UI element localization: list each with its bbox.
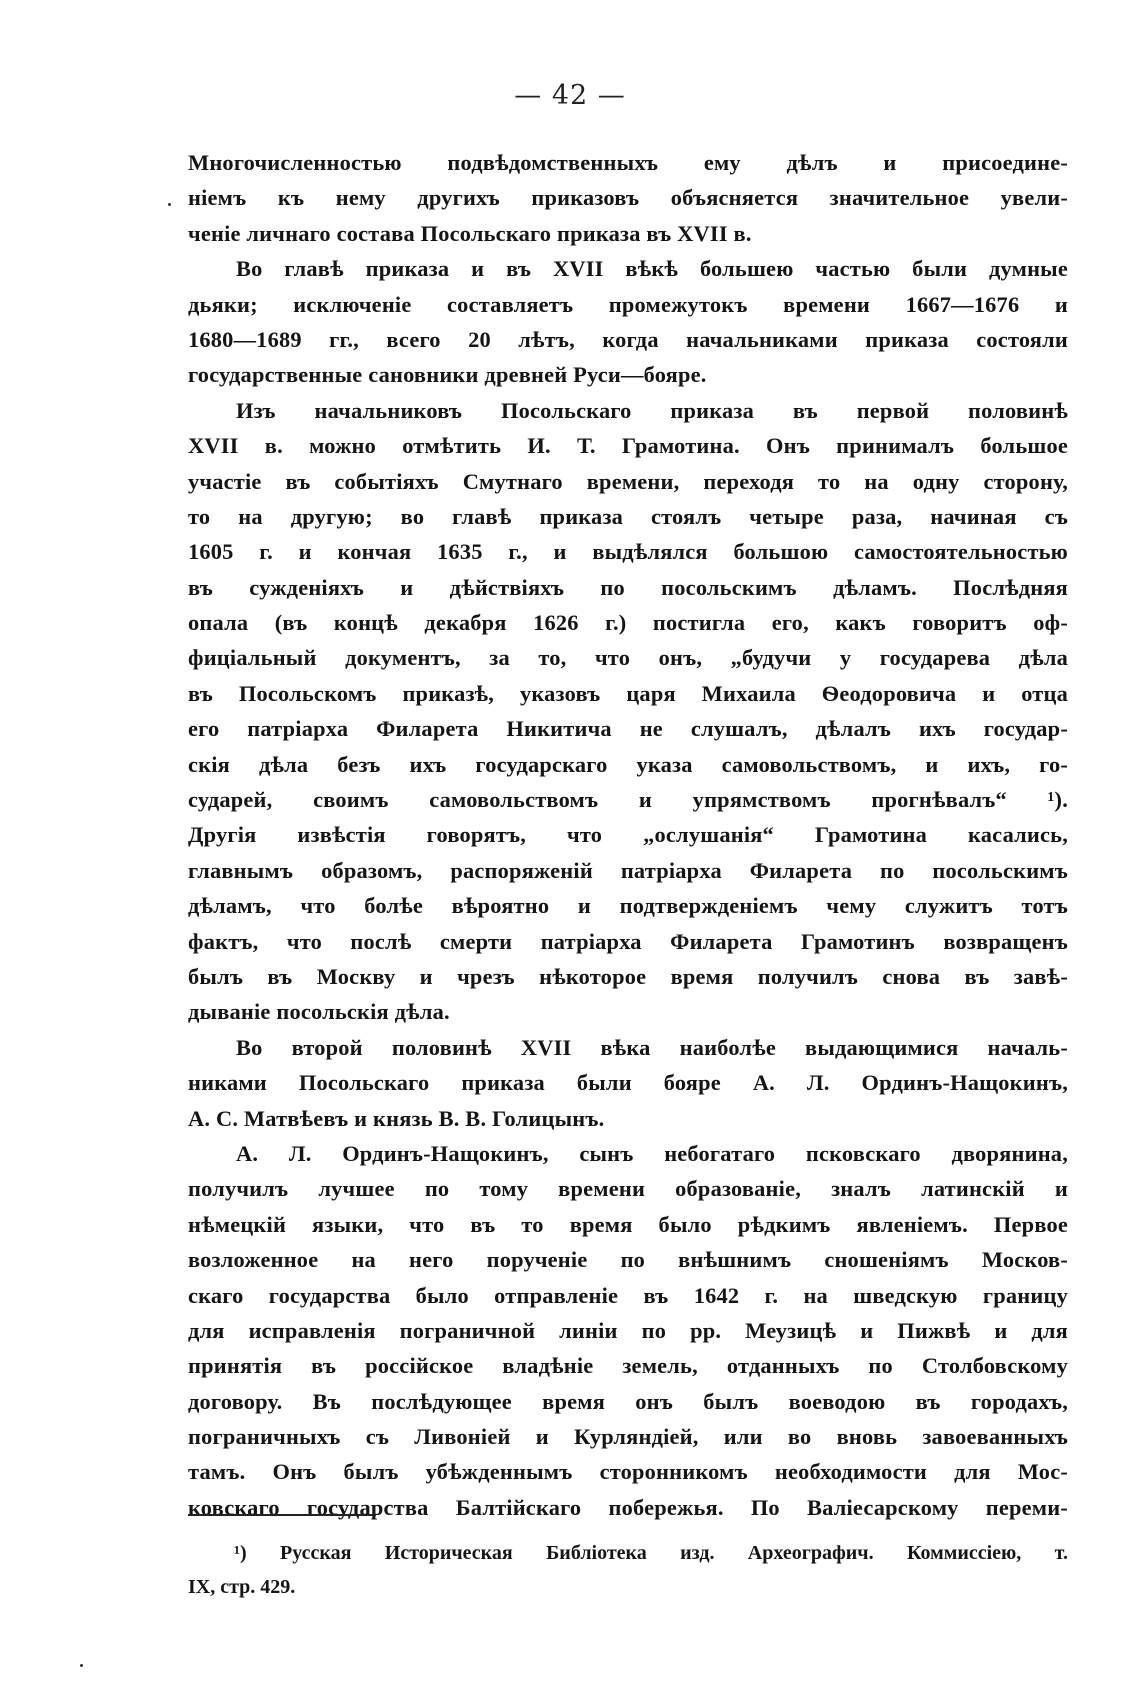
text-line-3: ченіе личнаго состава Посольскаго приказа въ XVII в. <box>188 220 752 246</box>
text-line-33: скаго государства было отправленіе въ 1642 г. на шведскую границу <box>188 1282 1068 1308</box>
text-line-5: дьяки; исключеніе составляетъ промежутокъ времени 1667—1676 и <box>188 291 1068 317</box>
page-number: — 42 — <box>514 80 626 111</box>
text-line-39: ковскаго государства Балтійскаго побережья. По Валіесарскому переми- <box>188 1494 1068 1520</box>
text-line-22: дѣламъ, что болѣе вѣроятно и подтвержденіемъ чему служитъ тотъ <box>188 893 1068 919</box>
text-line-27: никами Посольскаго приказа были бояре А. Л. Ординъ-Нащокинъ, <box>188 1070 1068 1096</box>
text-line-16: въ Посольскомъ приказѣ, указовъ царя Михаила Ѳеодоровича и отца <box>188 680 1068 706</box>
text-line-2: ніемъ къ нему другихъ приказовъ объясняется значительное увели- <box>188 185 1068 211</box>
text-line-17: его патріарха Филарета Никитича не слушалъ, дѣлалъ ихъ государ- <box>188 716 1068 742</box>
text-line-25: дываніе посольскія дѣла. <box>188 999 450 1025</box>
text-line-26: Во второй половинѣ XVII вѣка наиболѣе выдающимися началь- <box>236 1034 1068 1060</box>
text-line-13: въ сужденіяхъ и дѣйствіяхъ по посольскимъ дѣламъ. Послѣдняя <box>188 574 1068 600</box>
text-line-20: Другія извѣстія говорятъ, что „ослушанія“ Грамотина касались, <box>188 822 1068 848</box>
text-line-15: фиціальный документъ, за то, что онъ, „будучи у государева дѣла <box>188 645 1068 671</box>
footnote-line-1: ¹) Русская Историческая Библіотека изд. Археографич. Коммиссіею, т. <box>234 1542 1068 1564</box>
text-line-10: участіе въ событіяхъ Смутнаго времени, переходя то на одну сторону, <box>188 468 1068 494</box>
text-line-37: пограничныхъ съ Ливоніей и Курляндіей, или во вновь завоеванныхъ <box>188 1424 1068 1450</box>
print-speck <box>80 1664 83 1667</box>
text-line-28: А. С. Матвѣевъ и князь В. В. Голицынъ. <box>188 1105 605 1131</box>
footnote-line-2: IX, стр. 429. <box>188 1576 296 1598</box>
footnote <box>188 1536 1068 1604</box>
text-line-36: договору. Въ послѣдующее время онъ былъ воеводою въ городахъ, <box>188 1388 1068 1414</box>
main-text <box>188 145 1068 1525</box>
text-line-18: скія дѣла безъ ихъ государскаго указа самовольствомъ, и ихъ, го- <box>188 751 1068 777</box>
text-line-1: Многочисленностью подвѣдомственныхъ ему дѣлъ и присоедине- <box>188 150 1068 175</box>
text-line-24: былъ въ Москву и чрезъ нѣкоторое время получилъ снова въ завѣ- <box>188 963 1068 989</box>
text-line-4: Во главѣ приказа и въ XVII вѣкѣ большею частью были думные <box>236 256 1068 282</box>
text-line-6: 1680—1689 гг., всего 20 лѣтъ, когда начальниками приказа состояли <box>188 326 1068 352</box>
text-line-11: то на другую; во главѣ приказа стоялъ четыре раза, начиная съ <box>188 503 1068 529</box>
print-speck <box>168 203 171 206</box>
text-line-32: возложенное на него порученіе по внѣшнимъ сношеніямъ Москов- <box>188 1247 1068 1273</box>
text-line-19: сударей, своимъ самовольствомъ и упрямствомъ прогнѣвалъ“ ¹). <box>188 787 1068 813</box>
text-line-12: 1605 г. и кончая 1635 г., и выдѣлялся большою самостоятельностью <box>188 539 1068 565</box>
text-line-7: государственные сановники древней Руси—бояре. <box>188 362 707 388</box>
text-line-35: принятія въ россійское владѣніе земель, отданныхъ по Столбовскому <box>188 1353 1068 1379</box>
text-line-34: для исправленія пограничной линіи по рр. Меузицѣ и Пижвѣ и для <box>188 1317 1068 1343</box>
text-line-31: нѣмецкій языки, что въ то время было рѣдкимъ явленіемъ. Первое <box>188 1211 1068 1237</box>
text-line-9: XVII в. можно отмѣтить И. Т. Грамотина. Онъ принималъ большое <box>188 433 1068 459</box>
text-line-29: А. Л. Ординъ-Нащокинъ, сынъ небогатаго псковскаго дворянина, <box>236 1140 1068 1166</box>
text-line-21: главнымъ образомъ, распоряженій патріарха Филарета по посольскимъ <box>188 857 1068 883</box>
text-line-14: опала (въ концѣ декабря 1626 г.) постигла его, какъ говоритъ оф- <box>188 610 1068 636</box>
text-line-38: тамъ. Онъ былъ убѣжденнымъ сторонникомъ необходимости для Мос- <box>188 1459 1068 1485</box>
footnote-separator <box>188 1514 376 1516</box>
text-line-23: фактъ, что послѣ смерти патріарха Филарета Грамотинъ возвращенъ <box>188 928 1068 954</box>
text-line-30: получилъ лучшее по тому времени образованіе, зналъ латинскій и <box>188 1176 1068 1202</box>
text-line-8: Изъ начальниковъ Посольскаго приказа въ первой половинѣ <box>236 397 1068 423</box>
